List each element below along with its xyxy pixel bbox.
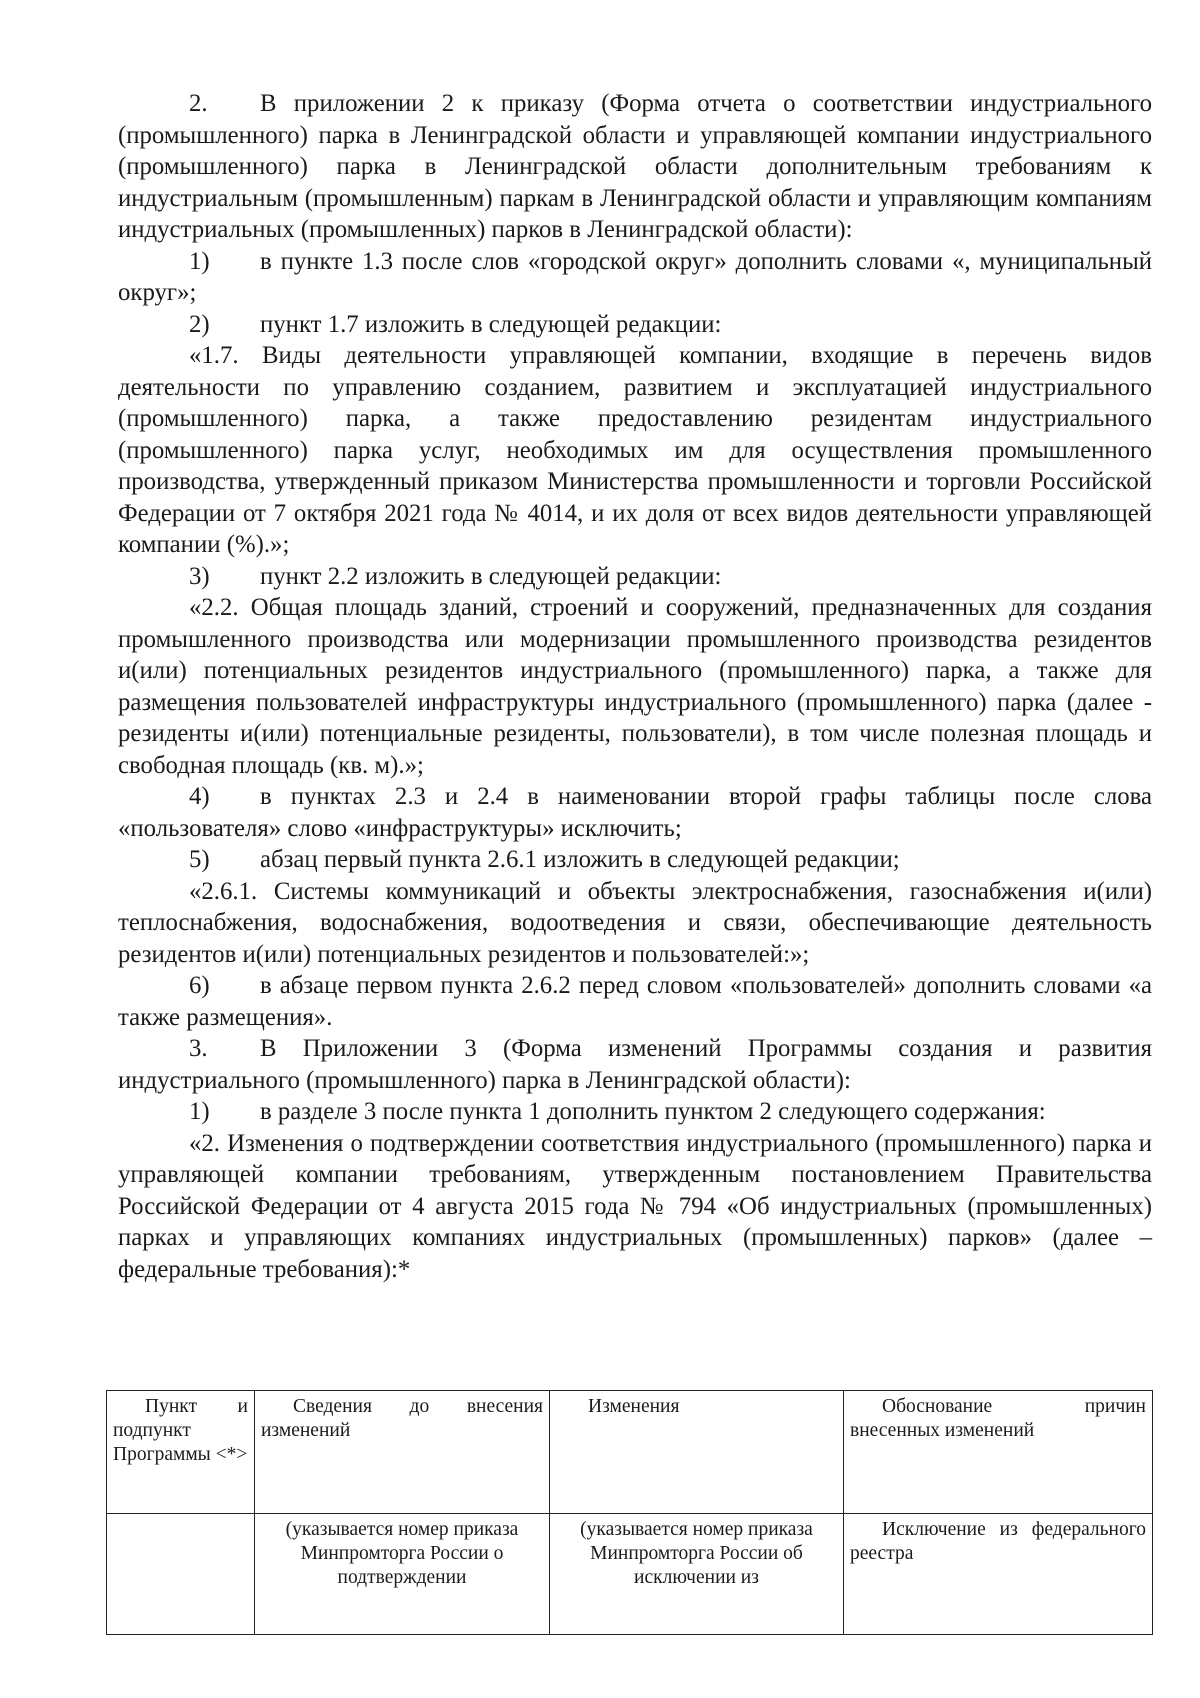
subitem-1 xyxy=(118,246,1152,309)
paragraph-text: в пунктах 2.3 и 2.4 в наименовании второй графы таблицы после слова «пользователя» слово «инфраструктуры» исключить; xyxy=(118,783,1152,842)
paragraph-text: в абзаце первом пункта 2.6.2 перед словом «пользователей» дополнить словами «а также размещения». xyxy=(118,972,1152,1031)
paragraph-text: абзац первый пункта 2.6.1 изложить в следующей редакции; xyxy=(260,846,900,873)
header-cell-item: Пункт и подпункт Программы <*> xyxy=(107,1391,255,1514)
table-header-row xyxy=(107,1391,1153,1514)
quote-2-6-1 xyxy=(118,876,1152,971)
subitem-3-1 xyxy=(118,1096,1152,1128)
item-number: 5) xyxy=(189,846,210,873)
item-number: 3) xyxy=(189,562,210,590)
header-cell-changes: Изменения xyxy=(550,1391,844,1514)
paragraph-text: В Приложении 3 (Форма изменений Программы создания и развития индустриального (промышленного) парка в Ленинградской области): xyxy=(118,1035,1152,1094)
quote-1-7 xyxy=(118,340,1152,561)
item-number: 2. xyxy=(189,90,208,117)
table-row xyxy=(107,1514,1153,1635)
quote-2-2 xyxy=(118,592,1152,781)
paragraph-2 xyxy=(118,88,1152,246)
table-cell-before: (указывается номер приказа Минпромторга России о подтверждении xyxy=(255,1514,550,1635)
paragraph-text: «2. Изменения о подтверждении соответствия индустриального (промышленного) парка и управляющей компании требованиям, утвержденным постановлением Правительства Российской Федерации от 4 августа 2015 года № 794 «Об индустриальных (промышленных) парках и управляющих компаниях индустриальных (промышленных) парков» (далее – федеральные требования):* xyxy=(118,1129,1152,1283)
item-number: 6) xyxy=(189,972,210,999)
paragraph-text: «1.7. Виды деятельности управляющей компании, входящие в перечень видов деятельности по управлению созданием, развитием и эксплуатацией индустриального (промышленного) парка, а также предоставлению резидентам индустриального (промышленного) парка услуг, необходимых им для осуществления промышленного производства, утвержденный приказом Министерства промышленности и торговли Российской Федерации от 7 октября 2021 года № 4014, и их доля от всех видов деятельности управляющей компании (%).»; xyxy=(118,342,1152,558)
table-cell-reason: Исключение из федерального реестра xyxy=(844,1514,1153,1635)
header-cell-reason: Обоснование причин внесенных изменений xyxy=(844,1391,1153,1514)
paragraph-text: пункт 1.7 изложить в следующей редакции: xyxy=(260,310,722,338)
item-number: 2) xyxy=(189,310,210,338)
subitem-4 xyxy=(118,781,1152,844)
quote-2-changes xyxy=(118,1128,1152,1286)
item-number: 1) xyxy=(189,1098,210,1125)
amendments-table xyxy=(106,1390,1153,1635)
paragraph-text: В приложении 2 к приказу (Форма отчета о соответствии индустриального (промышленного) парка в Ленинградской области и управляющей компании индустриального (промышленного) парка в Ленинградской области дополнительным требованиям к индустриальным (промышленным) паркам в Ленинградской области и управляющим компаниям индустриальных (промышленных) парков в Ленинградской области): xyxy=(118,90,1152,243)
subitem-6 xyxy=(118,970,1152,1033)
subitem-5 xyxy=(118,844,1152,876)
table-cell-changes: (указывается номер приказа Минпромторга России об исключении из xyxy=(550,1514,844,1635)
paragraph-3 xyxy=(118,1033,1152,1096)
item-number: 1) xyxy=(189,247,210,275)
header-cell-before: Сведения до внесения изменений xyxy=(255,1391,550,1514)
subitem-3 xyxy=(118,561,1152,593)
paragraph-text: в разделе 3 после пункта 1 дополнить пунктом 2 следующего содержания: xyxy=(260,1098,1046,1125)
subitem-2 xyxy=(118,309,1152,341)
document-body xyxy=(118,88,1152,1285)
paragraph-text: «2.6.1. Системы коммуникаций и объекты электроснабжения, газоснабжения и(или) теплоснабжения, водоснабжения, водоотведения и связи, обеспечивающие деятельность резидентов и(или) потенциальных резидентов и пользователей:»; xyxy=(118,877,1152,968)
paragraph-text: пункт 2.2 изложить в следующей редакции: xyxy=(260,562,722,590)
paragraph-text: «2.2. Общая площадь зданий, строений и сооружений, предназначенных для создания промышленного производства или модернизации промышленного производства резидентов и(или) потенциальных резидентов индустриального (промышленного) парка, а также для размещения пользователей инфраструктуры индустриального (промышленного) парка (далее - резиденты и(или) потенциальные резиденты, пользователи), в том числе полезная площадь и свободная площадь (кв. м).»; xyxy=(118,594,1152,779)
paragraph-text: в пункте 1.3 после слов «городской округ» дополнить словами «, муниципальный округ»; xyxy=(118,247,1152,306)
item-number: 3. xyxy=(189,1035,208,1062)
item-number: 4) xyxy=(189,783,210,810)
table-cell-item xyxy=(107,1514,255,1635)
